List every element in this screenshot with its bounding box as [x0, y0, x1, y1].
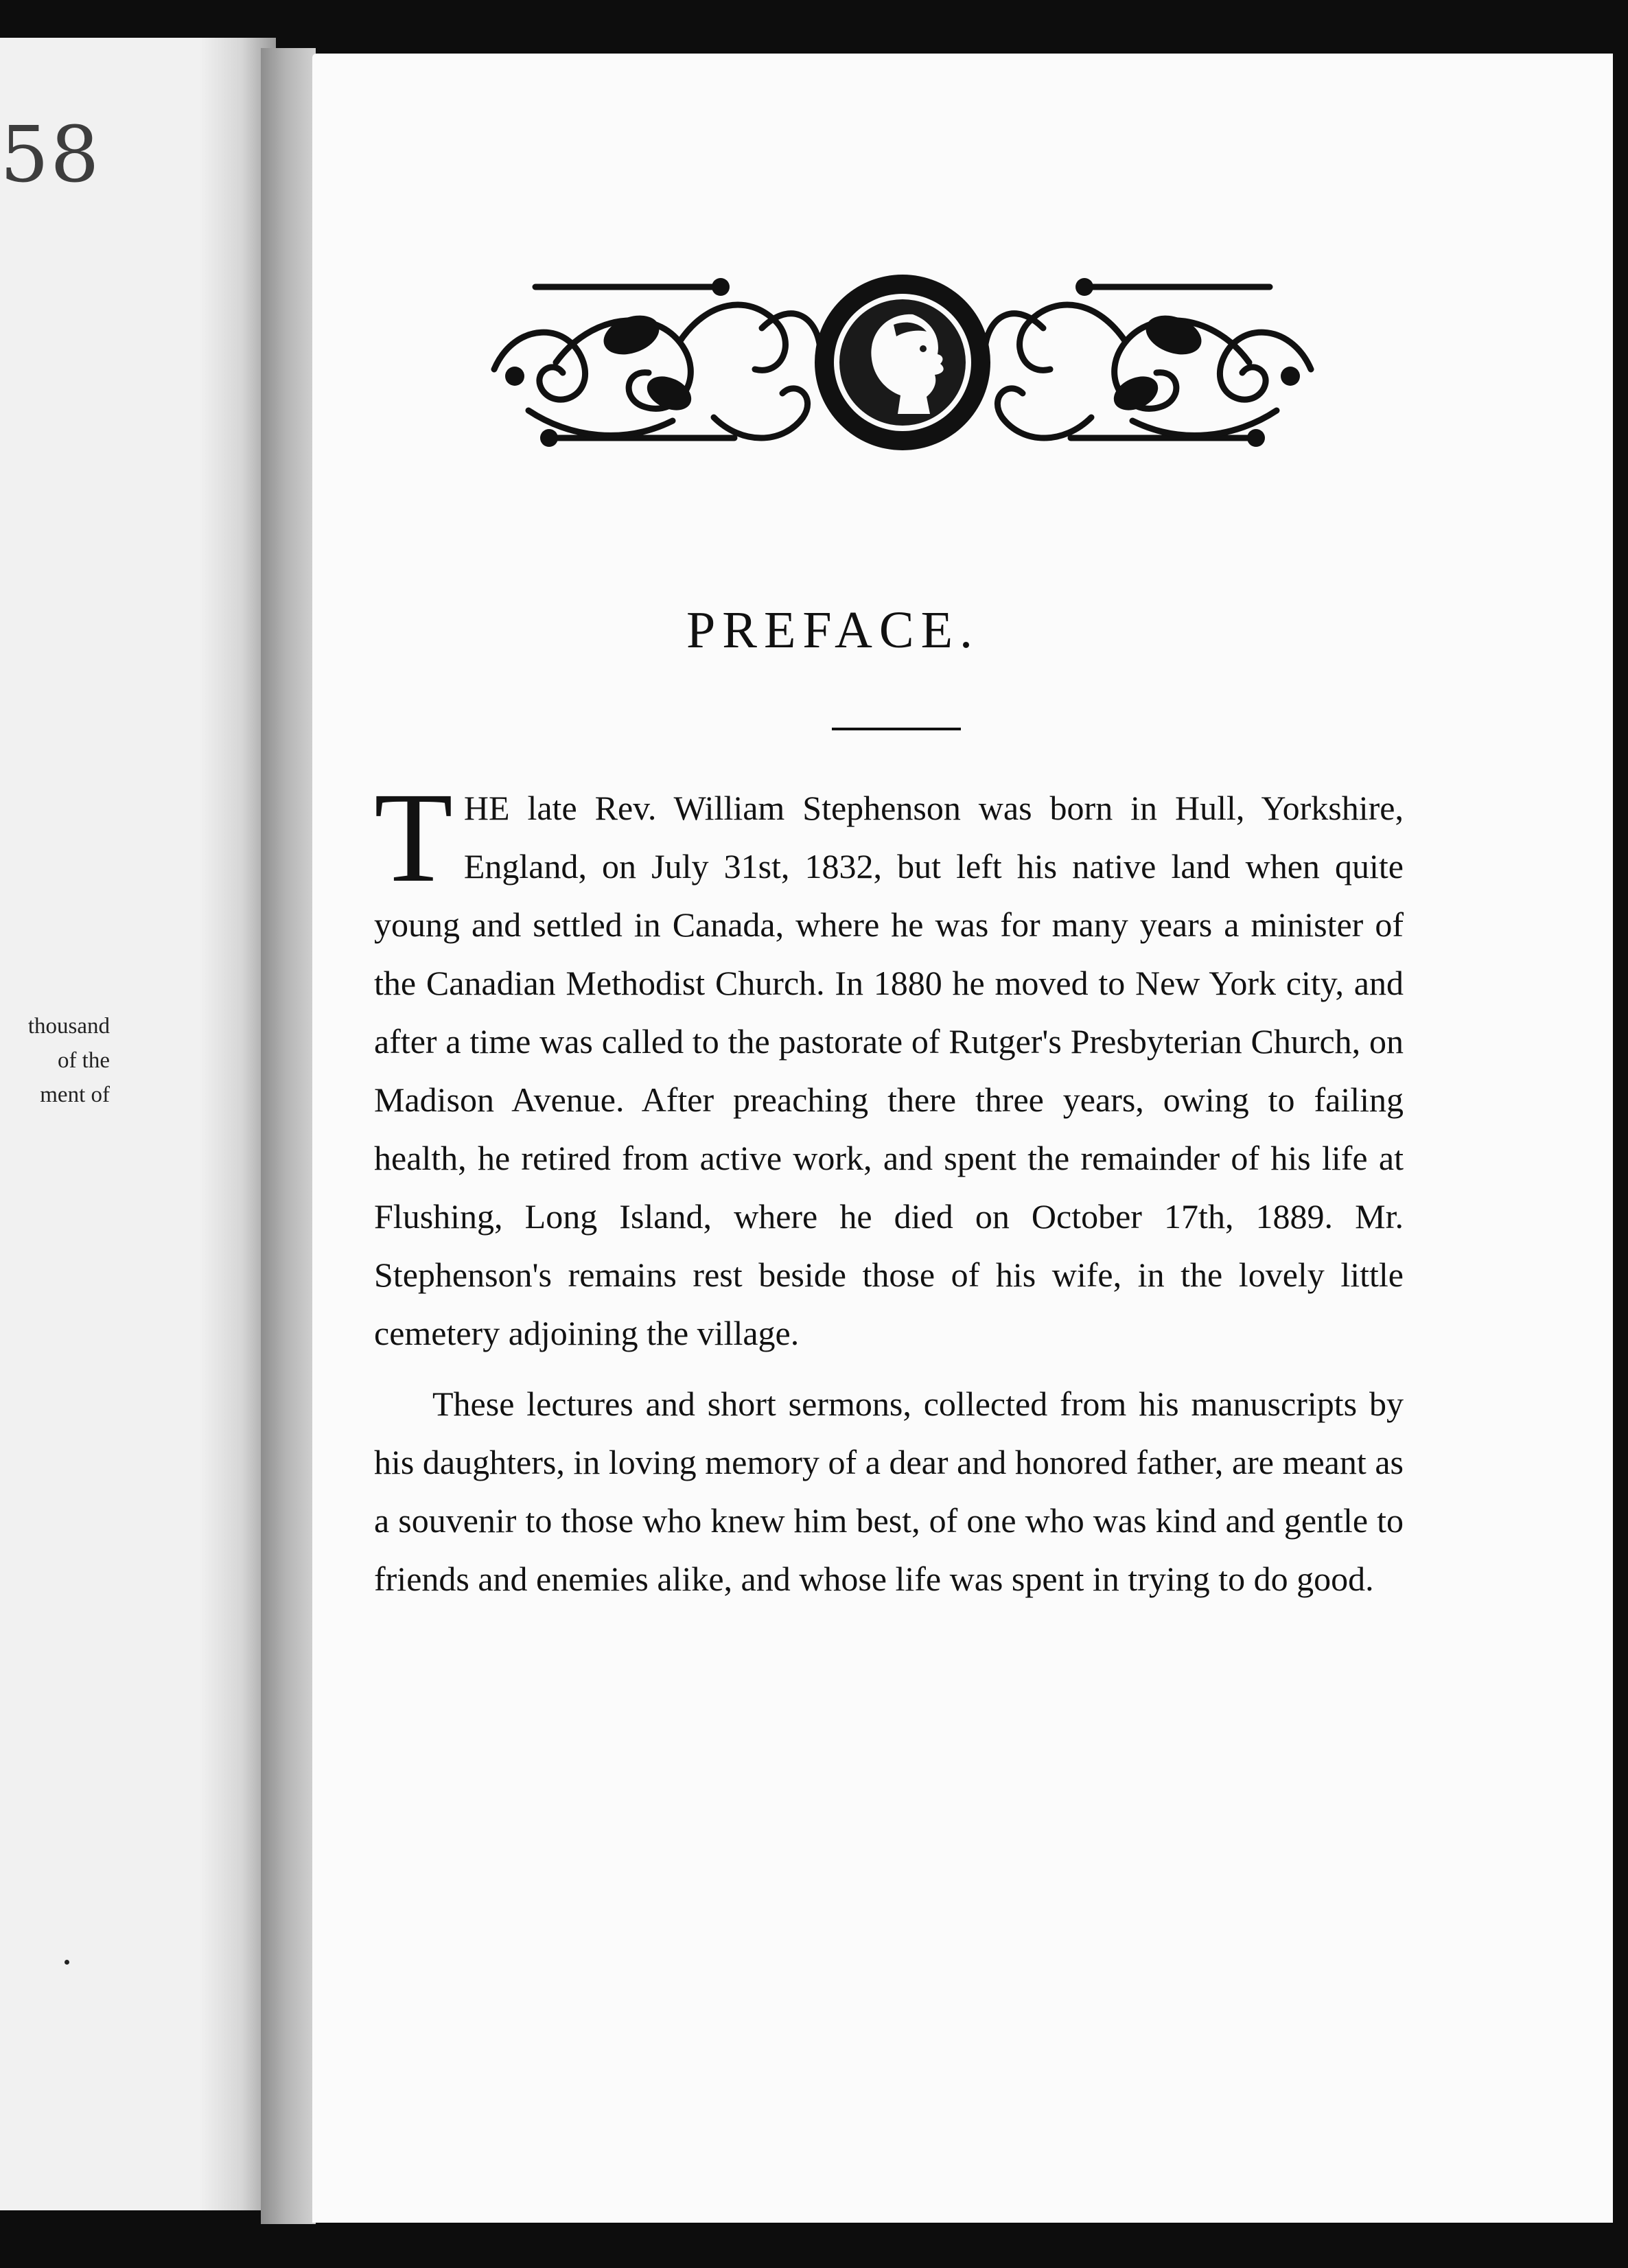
- preface-paragraph: These lectures and short sermons, collected from his manuscripts by his daughters, in loving memory of a dear and honored father, are meant as a souvenir to those who knew him best, of one who was kind and gentle to friends and enemies alike, and whose life was spent in trying to do good.: [374, 1385, 1404, 1598]
- scrollwork-medallion-headpiece-icon: [474, 259, 1332, 465]
- left-fragment-line: of the: [57, 1048, 110, 1073]
- left-fragment-line: ment of: [40, 1083, 110, 1107]
- left-fragment-line: thousand: [27, 1014, 110, 1039]
- book-gutter: [261, 48, 316, 2224]
- preface-body: [374, 765, 1404, 1608]
- title-divider: [832, 728, 961, 730]
- page-title: PREFACE.: [686, 601, 980, 659]
- left-page-text-fragments: [0, 1009, 110, 1112]
- page-number: 58: [0, 111, 101, 200]
- preface-paragraph: THE late Rev. William Stephenson was born in Hull, Yorkshire, England, on July 31st, 1832, but left his native land when quite young and settled in Canada, where he was for many years a minister of the Canadian Methodist Church. In 1880 he moved to New York city, and after a time was called to the pastorate of Rutger's Presbyterian Church, on Madison Avenue. After preaching there three years, owing to failing health, he retired from active work, and spent the remainder of his life at Flushing, Long Island, where he died on October 17th, 1889. Mr. Stephenson's remains rest beside those of his wife, in the lovely little cemetery adjoining the village.: [374, 765, 1404, 1352]
- ink-speck: [65, 1960, 69, 1965]
